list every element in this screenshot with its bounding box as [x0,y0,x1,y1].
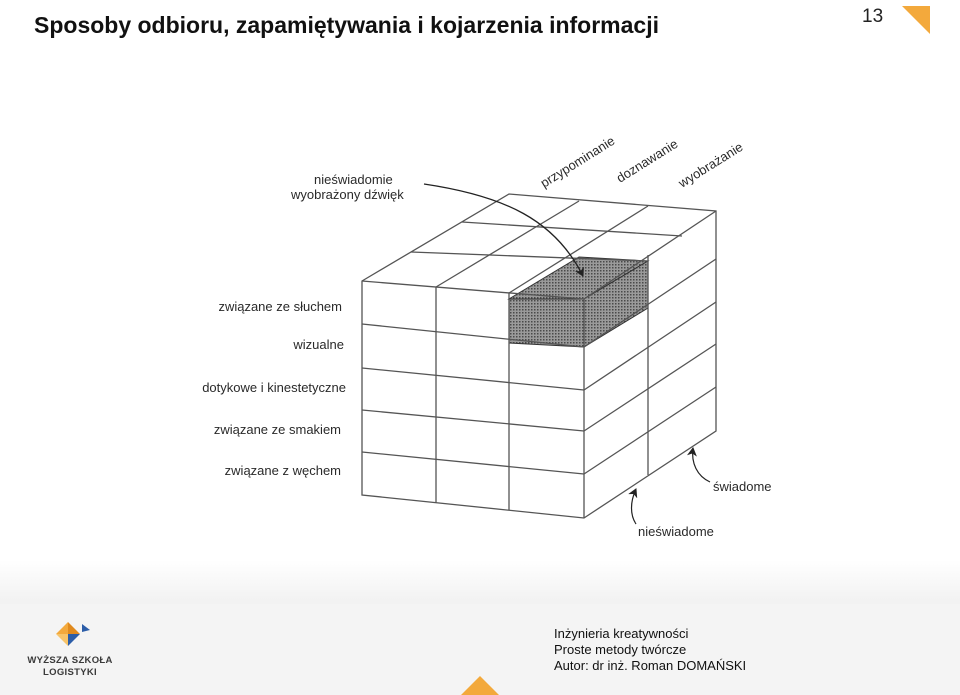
left-label-smell: związane z węchem [224,463,341,478]
right-label-conscious: świadome [713,479,772,494]
logo-text-line1: WYŻSZA SZKOŁA [27,655,113,666]
right-label-unconscious: nieświadome [638,524,714,539]
left-label-taste: związane ze smakiem [213,422,341,437]
annotation-line1: nieświadomie [314,172,393,187]
conscious-arrow [693,448,710,482]
cube-grid [362,194,716,518]
left-label-visual: wizualne [293,337,344,352]
footer-info [554,626,746,674]
school-logo [20,618,120,683]
footer-topic: Proste metody twórcze [554,642,687,657]
left-label-hearing: związane ze słuchem [218,299,342,314]
footer-course: Inżynieria kreatywności [554,626,689,641]
unconscious-arrow [632,489,637,524]
bottom-triangle-icon [461,676,499,695]
page-number: 13 [862,6,884,27]
top-label-wyobrazanie: wyobrażanie [675,139,746,191]
logo-text-line2: LOGISTYKI [43,667,97,678]
logo-mark-icon [20,618,120,654]
top-label-doznawanie: doznawanie [613,136,681,186]
page-title: Sposoby odbioru, zapamiętywania i kojarzenia informacji [34,12,659,38]
footer-author: Autor: dr inż. Roman DOMAŃSKI [554,658,747,673]
top-label-przypominanie: przypominanie [537,133,618,191]
left-label-tactile: dotykowe i kinestetyczne [202,380,346,395]
annotation-line2: wyobrażony dźwięk [291,187,404,202]
